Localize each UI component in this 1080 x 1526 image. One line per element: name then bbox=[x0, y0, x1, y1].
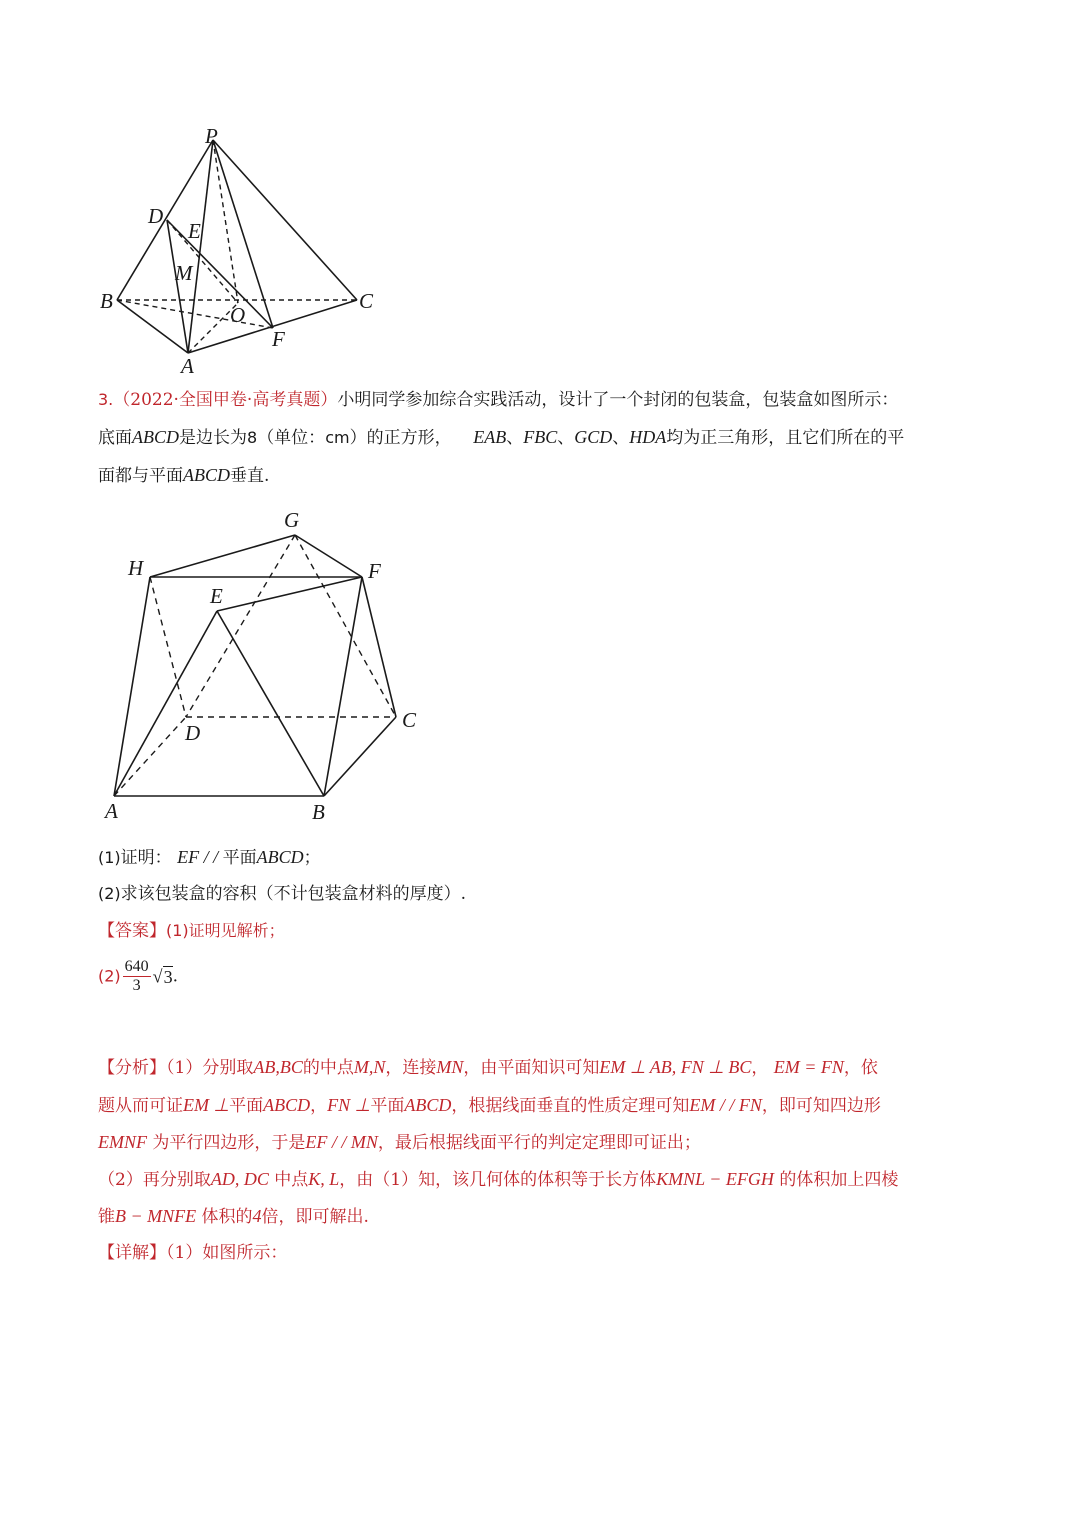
text: （2）再分别取 bbox=[98, 1170, 211, 1190]
text: 证明： bbox=[120, 848, 172, 868]
math-hda: HDA bbox=[629, 427, 667, 447]
text: 是边长为 bbox=[179, 428, 247, 448]
detail-text: （1）如图所示： bbox=[166, 1243, 288, 1263]
edge-EF bbox=[217, 577, 362, 611]
math: FN ⊥ bbox=[327, 1095, 371, 1115]
math: ABCD bbox=[263, 1095, 311, 1115]
math-gcd: GCD bbox=[574, 427, 613, 447]
question-1 bbox=[98, 845, 321, 870]
text: ， bbox=[310, 1096, 328, 1116]
text: ， bbox=[751, 1058, 769, 1078]
math: BC bbox=[279, 1057, 303, 1077]
detail-tag: 【详解】 bbox=[98, 1243, 166, 1263]
edge-FB bbox=[324, 577, 362, 796]
text: 倍，即可解出. bbox=[261, 1207, 369, 1227]
label-P: P bbox=[205, 125, 218, 148]
math: B − MNFE bbox=[115, 1206, 197, 1226]
math-eab: EAB bbox=[473, 427, 507, 447]
label-F: F bbox=[368, 559, 381, 583]
frac-den: 3 bbox=[132, 977, 141, 994]
text: 锥 bbox=[98, 1207, 115, 1227]
analysis-line-3 bbox=[98, 1130, 701, 1155]
answer-line-1 bbox=[98, 919, 285, 943]
label-C: C bbox=[359, 289, 374, 313]
edge-HD bbox=[150, 577, 186, 717]
math: AB bbox=[253, 1057, 276, 1077]
edge-DA bbox=[167, 220, 188, 353]
edge-BA bbox=[117, 300, 188, 353]
edge-PC bbox=[213, 140, 357, 300]
label-D: D bbox=[148, 204, 164, 228]
math: AD, DC bbox=[210, 1169, 269, 1189]
q-num: (2) bbox=[98, 884, 121, 903]
analysis-line-2 bbox=[98, 1093, 881, 1118]
text: （单位： bbox=[257, 428, 326, 448]
text: ，根据线面垂直的性质定理可知 bbox=[451, 1096, 690, 1116]
frac-num: 640 bbox=[124, 958, 149, 975]
sep: 、 bbox=[612, 428, 630, 448]
math-ef: EF bbox=[177, 847, 200, 867]
text: 的体积加上四棱 bbox=[779, 1170, 899, 1190]
label-A: A bbox=[105, 799, 118, 823]
label-E: E bbox=[210, 584, 223, 608]
text: ，依 bbox=[843, 1058, 878, 1078]
analysis-tag: 【分析】 bbox=[98, 1058, 166, 1078]
detail-line bbox=[98, 1241, 287, 1265]
text: 的中点 bbox=[302, 1058, 354, 1078]
text: ，即可知四边形 bbox=[761, 1096, 881, 1116]
question-2 bbox=[98, 882, 466, 906]
label-F: F bbox=[272, 327, 285, 351]
math: EM / / FN bbox=[689, 1095, 762, 1115]
math: , bbox=[368, 1057, 374, 1077]
sqrt-sign: √ bbox=[152, 966, 163, 987]
label-M: M bbox=[175, 261, 193, 285]
edge-EB bbox=[217, 611, 324, 796]
math: MN bbox=[436, 1057, 464, 1077]
label-B: B bbox=[100, 289, 113, 313]
text: ，由平面知识可知 bbox=[463, 1058, 600, 1078]
answer-2-num: (2) bbox=[98, 966, 121, 986]
text: 平面 bbox=[370, 1096, 405, 1116]
edge-BC bbox=[324, 717, 396, 796]
label-E: E bbox=[188, 219, 201, 243]
text: 求该包装盒的容积（不计包装盒材料的厚度）. bbox=[120, 884, 467, 904]
math-abcd: ABCD bbox=[183, 465, 230, 485]
label-O: O bbox=[230, 303, 246, 327]
edge-PA bbox=[188, 140, 213, 353]
text: 题从而可证 bbox=[98, 1096, 183, 1116]
analysis-line-5 bbox=[98, 1204, 369, 1229]
sep: 、 bbox=[557, 428, 575, 448]
q-num: (1) bbox=[98, 848, 121, 867]
math-abcd: ABCD bbox=[256, 847, 304, 867]
parallel-symbol: / / bbox=[199, 847, 223, 867]
answer-line-2 bbox=[98, 958, 178, 995]
math: , bbox=[275, 1057, 280, 1077]
edge-FC bbox=[362, 577, 396, 717]
math: 4 bbox=[252, 1206, 262, 1226]
text: 均为正三角形，且它们所在的平 bbox=[666, 428, 905, 448]
sep: 、 bbox=[506, 428, 524, 448]
label-D: D bbox=[185, 721, 201, 745]
answer-fraction bbox=[123, 958, 151, 995]
label-G: G bbox=[284, 508, 300, 532]
pyramid-diagram bbox=[95, 125, 395, 380]
text: ，最后根据线面平行的判定定理即可证出； bbox=[377, 1133, 701, 1153]
text: 平面 bbox=[229, 1096, 264, 1116]
text: . bbox=[172, 966, 178, 987]
problem-text-1: 小明同学参加综合实践活动，设计了一个封闭的包装盒，包装盒如图所示： bbox=[337, 390, 899, 410]
math: EM ⊥ bbox=[183, 1095, 230, 1115]
problem-line-3 bbox=[98, 463, 269, 488]
sqrt-radicand: 3 bbox=[163, 966, 173, 987]
math: EMNF bbox=[98, 1132, 147, 1152]
text: 面都与平面 bbox=[98, 466, 183, 486]
answer-1: (1)证明见解析； bbox=[166, 921, 285, 940]
text: 垂直. bbox=[230, 466, 270, 486]
math: EF / / MN bbox=[305, 1132, 378, 1152]
text: 平面 bbox=[222, 848, 257, 868]
text: （1）分别取 bbox=[166, 1058, 254, 1078]
analysis-line-4 bbox=[98, 1167, 898, 1192]
label-C: C bbox=[402, 708, 417, 732]
label-B: B bbox=[312, 800, 325, 824]
math: ABCD bbox=[404, 1095, 452, 1115]
text: 底面 bbox=[98, 428, 132, 448]
answer-tag: 【答案】 bbox=[98, 921, 166, 941]
edge-HG bbox=[150, 535, 295, 577]
edge-GF bbox=[295, 535, 362, 577]
math: EM ⊥ AB, FN ⊥ BC bbox=[599, 1057, 752, 1077]
math: EM = FN bbox=[773, 1057, 844, 1077]
text: ，连接 bbox=[385, 1058, 437, 1078]
text: 体积的 bbox=[201, 1207, 253, 1227]
math: K, L bbox=[308, 1169, 340, 1189]
math-fbc: FBC bbox=[523, 427, 558, 447]
math-abcd: ABCD bbox=[132, 427, 179, 447]
text: ，由（1）知，该几何体的体积等于长方体 bbox=[339, 1170, 657, 1190]
box-diagram bbox=[98, 505, 433, 830]
side-length: 8 bbox=[247, 428, 258, 447]
analysis-line-1 bbox=[98, 1055, 878, 1080]
problem-number: 3. bbox=[98, 390, 114, 409]
label-H: H bbox=[128, 556, 144, 580]
answer-sqrt bbox=[153, 966, 173, 987]
text: ）的正方形， bbox=[349, 428, 452, 448]
text: 中点 bbox=[274, 1170, 309, 1190]
problem-line-1 bbox=[98, 388, 898, 412]
math: KMNL − EFGH bbox=[656, 1169, 774, 1189]
text: ； bbox=[303, 848, 321, 868]
edge-GC bbox=[295, 535, 396, 717]
math: N bbox=[373, 1057, 386, 1077]
figure-pyramid bbox=[95, 125, 395, 380]
label-A: A bbox=[181, 354, 194, 378]
problem-line-2 bbox=[98, 425, 904, 450]
text: 为平行四边形，于是 bbox=[152, 1133, 306, 1153]
problem-source: （2022·全国甲卷·高考真题） bbox=[113, 390, 338, 410]
figure-box bbox=[98, 505, 433, 830]
math: M bbox=[353, 1057, 369, 1077]
unit: cm bbox=[325, 428, 350, 447]
